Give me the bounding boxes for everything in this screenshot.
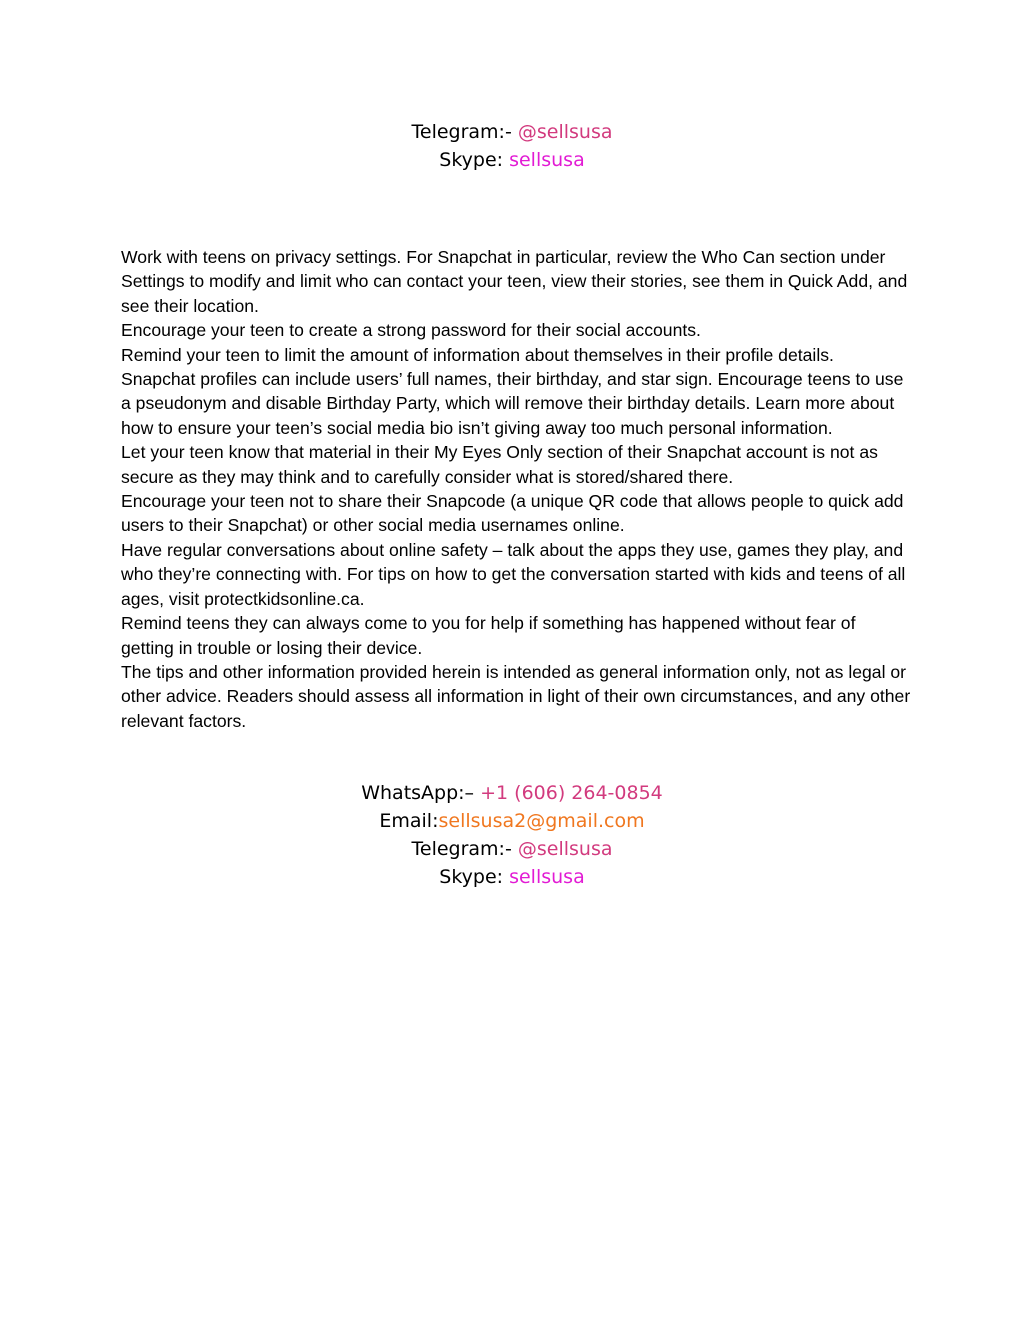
skype-handle[interactable]: sellsusa [509, 866, 585, 888]
skype-label: Skype: [439, 149, 510, 171]
skype-handle[interactable]: sellsusa [509, 149, 585, 171]
paragraph: Have regular conversations about online safety – talk about the apps they use, games they play, and who they’re connecting with. For tips on how to get the conversation started with kids and teens of all ages, visit protectkidsonline.ca. [121, 539, 906, 609]
paragraph: Encourage your teen to create a strong password for their social accounts. [121, 320, 701, 341]
whatsapp-number[interactable]: +1 (606) 264-0854 [480, 782, 663, 804]
skype-line [0, 863, 1024, 891]
whatsapp-label: WhatsApp:– [361, 782, 481, 804]
paragraph: Let your teen know that material in their My Eyes Only section of their Snapchat account is not as secure as they may think and to carefully consider what is stored/shared there. [121, 442, 878, 487]
telegram-handle[interactable]: @sellsusa [517, 838, 613, 860]
skype-line [0, 146, 1024, 174]
body-text [121, 245, 911, 733]
paragraph: Encourage your teen not to share their Snapcode (a unique QR code that allows people to quick add users to their Snapchat) or other social media usernames online. [121, 491, 904, 536]
whatsapp-line [0, 779, 1024, 807]
paragraph: Remind teens they can always come to you for help if something has happened without fear of getting in trouble or losing their device. [121, 613, 856, 658]
telegram-line [0, 118, 1024, 146]
email-address[interactable]: sellsusa2@gmail.com [438, 810, 645, 832]
telegram-label: Telegram:- [411, 838, 518, 860]
telegram-label: Telegram:- [411, 121, 518, 143]
telegram-line [0, 835, 1024, 863]
paragraph: Remind your teen to limit the amount of information about themselves in their profile details. Snapchat profiles can include users’ full names, their birthday, and star sign. Encourage teens to use a pseudonym and disable Birthday Party, which will remove their birthday details. Learn more about how to ensure your teen’s social media bio isn’t giving away too much personal information. [121, 344, 904, 438]
paragraph: The tips and other information provided herein is intended as general information only, not as legal or other advice. Readers should assess all information in light of their own circumstances, and any other relevant factors. [121, 661, 911, 731]
email-line [0, 807, 1024, 835]
telegram-handle[interactable]: @sellsusa [517, 121, 613, 143]
email-label: Email: [379, 810, 439, 832]
contact-block-top [0, 118, 1024, 174]
paragraph: Work with teens on privacy settings. For Snapchat in particular, review the Who Can section under Settings to modify and limit who can contact your teen, view their stories, see them in Quick Add, and see their location. [121, 247, 908, 316]
skype-label: Skype: [439, 866, 510, 888]
contact-block-bottom [0, 779, 1024, 891]
